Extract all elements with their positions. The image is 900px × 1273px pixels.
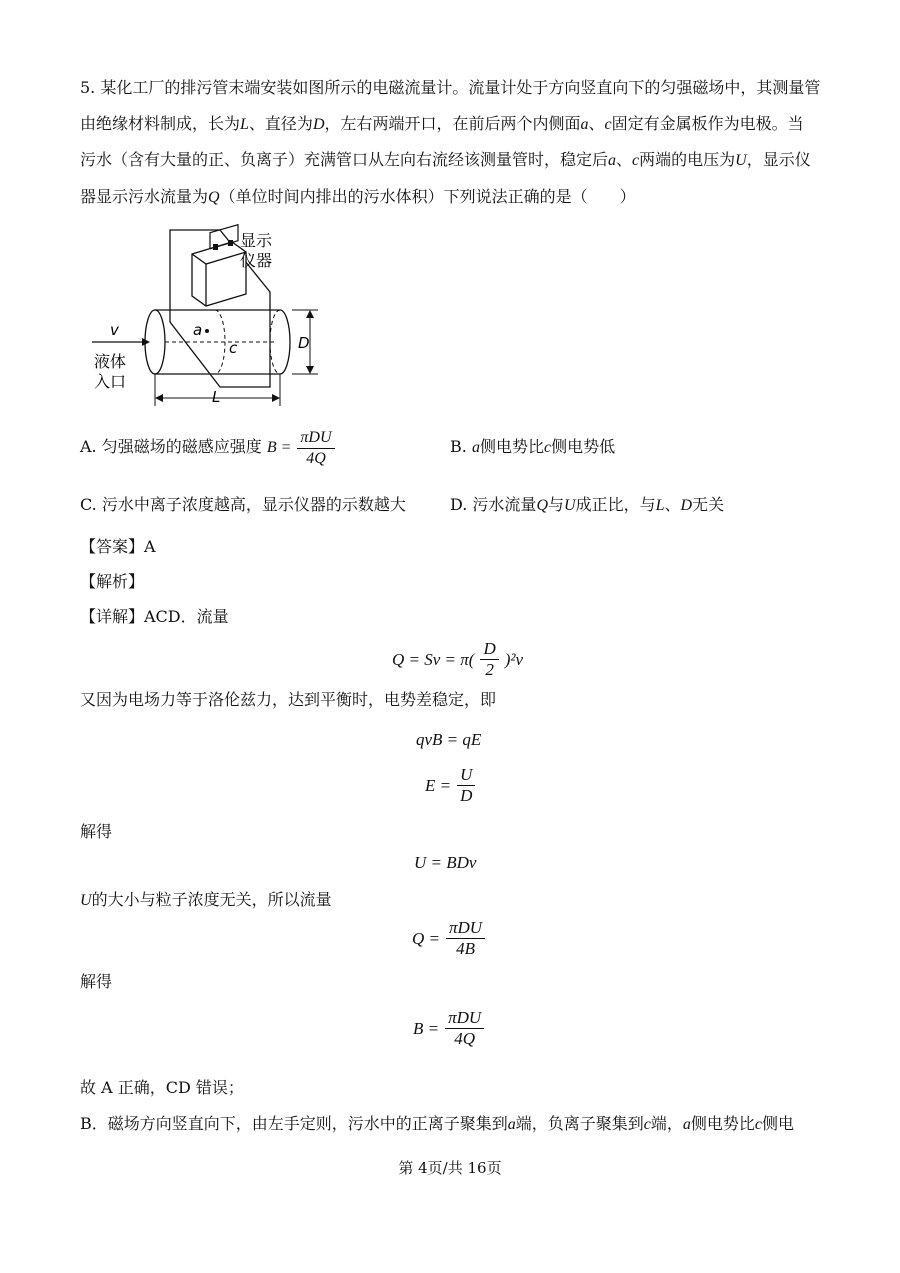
inlet-label-line2: 入口 bbox=[94, 372, 127, 391]
option-a: A. 匀强磁场的磁感应强度 B = $\frac{\text{πDU}}{4Q}$ bbox=[80, 427, 337, 468]
equation-force-balance: qvB = qE bbox=[416, 730, 482, 749]
question-line-3: 污水（含有大量的正、负离子）充满管口从左向右流经该测量管时，稳定后a、c两端的电压为U，显示仪 bbox=[80, 150, 811, 169]
equation-field: E = $\frac{U}{D}$ bbox=[425, 766, 477, 805]
equation-voltage: U = BDv bbox=[414, 853, 477, 872]
equation-flow-b: Q = $\frac{\text{πDU}}{4B}$ bbox=[412, 919, 487, 958]
detail-text-6: 故 A 正确，CD 错误； bbox=[80, 1078, 244, 1097]
length-label: L bbox=[212, 388, 221, 406]
question-line-2: 由绝缘材料制成，长为L、直径为D，左右两端开口，在前后两个内侧面a、c固定有金属板作为电极。当 bbox=[80, 114, 804, 133]
answer: 【答案】A bbox=[80, 537, 156, 556]
option-c: C. 污水中离子浓度越高，显示仪器的示数越大 bbox=[80, 495, 406, 514]
detail-text-2: 又因为电场力等于洛伦兹力，达到平衡时，电势差稳定，即 bbox=[80, 690, 497, 709]
pipe-right-end bbox=[280, 310, 290, 374]
display-label-line1: 显示 bbox=[240, 231, 273, 250]
display-label-line2: 仪器 bbox=[240, 251, 273, 270]
flowmeter-diagram bbox=[80, 222, 340, 412]
detail-text-3: 解得 bbox=[80, 822, 113, 841]
detail-text-7: B．磁场方向竖直向下，由左手定则，污水中的正离子聚集到a端，负离子聚集到c端，a侧电势比c侧电 bbox=[80, 1114, 795, 1133]
detail-text-4: U的大小与粒子浓度无关，所以流量 bbox=[80, 890, 332, 909]
analysis-heading: 【解析】 bbox=[80, 572, 145, 591]
equation-flow: Q = Sv = π( $\frac{D}{2}$ )²v bbox=[392, 639, 524, 679]
inlet-label-line1: 液体 bbox=[94, 352, 127, 371]
detail-text-5: 解得 bbox=[80, 972, 113, 991]
question-line-1: 5. 某化工厂的排污管末端安装如图所示的电磁流量计。流量计处于方向竖直向下的匀强磁场中，其测量管 bbox=[80, 78, 821, 97]
velocity-label: v bbox=[110, 321, 119, 339]
detail-intro: 【详解】ACD．流量 bbox=[80, 607, 229, 626]
electrode-a-label: a bbox=[193, 321, 203, 339]
velocity-arrow-icon bbox=[142, 338, 150, 346]
equation-field-strength: B = $\frac{\text{πDU}}{4Q}$ bbox=[413, 1009, 486, 1048]
option-b: B. a侧电势比c侧电势低 bbox=[450, 437, 616, 456]
electrode-c-label: c bbox=[229, 339, 238, 357]
question-line-4: 器显示污水流量为Q（单位时间内排出的污水体积）下列说法正确的是（ ） bbox=[80, 187, 636, 206]
diameter-label: D bbox=[298, 334, 310, 352]
display-device-icon bbox=[192, 225, 246, 306]
page-footer: 第 4页/共 16页 bbox=[398, 1159, 502, 1177]
electrode-a bbox=[205, 329, 209, 333]
option-d: D. 污水流量Q与U成正比，与L、D无关 bbox=[450, 495, 725, 514]
